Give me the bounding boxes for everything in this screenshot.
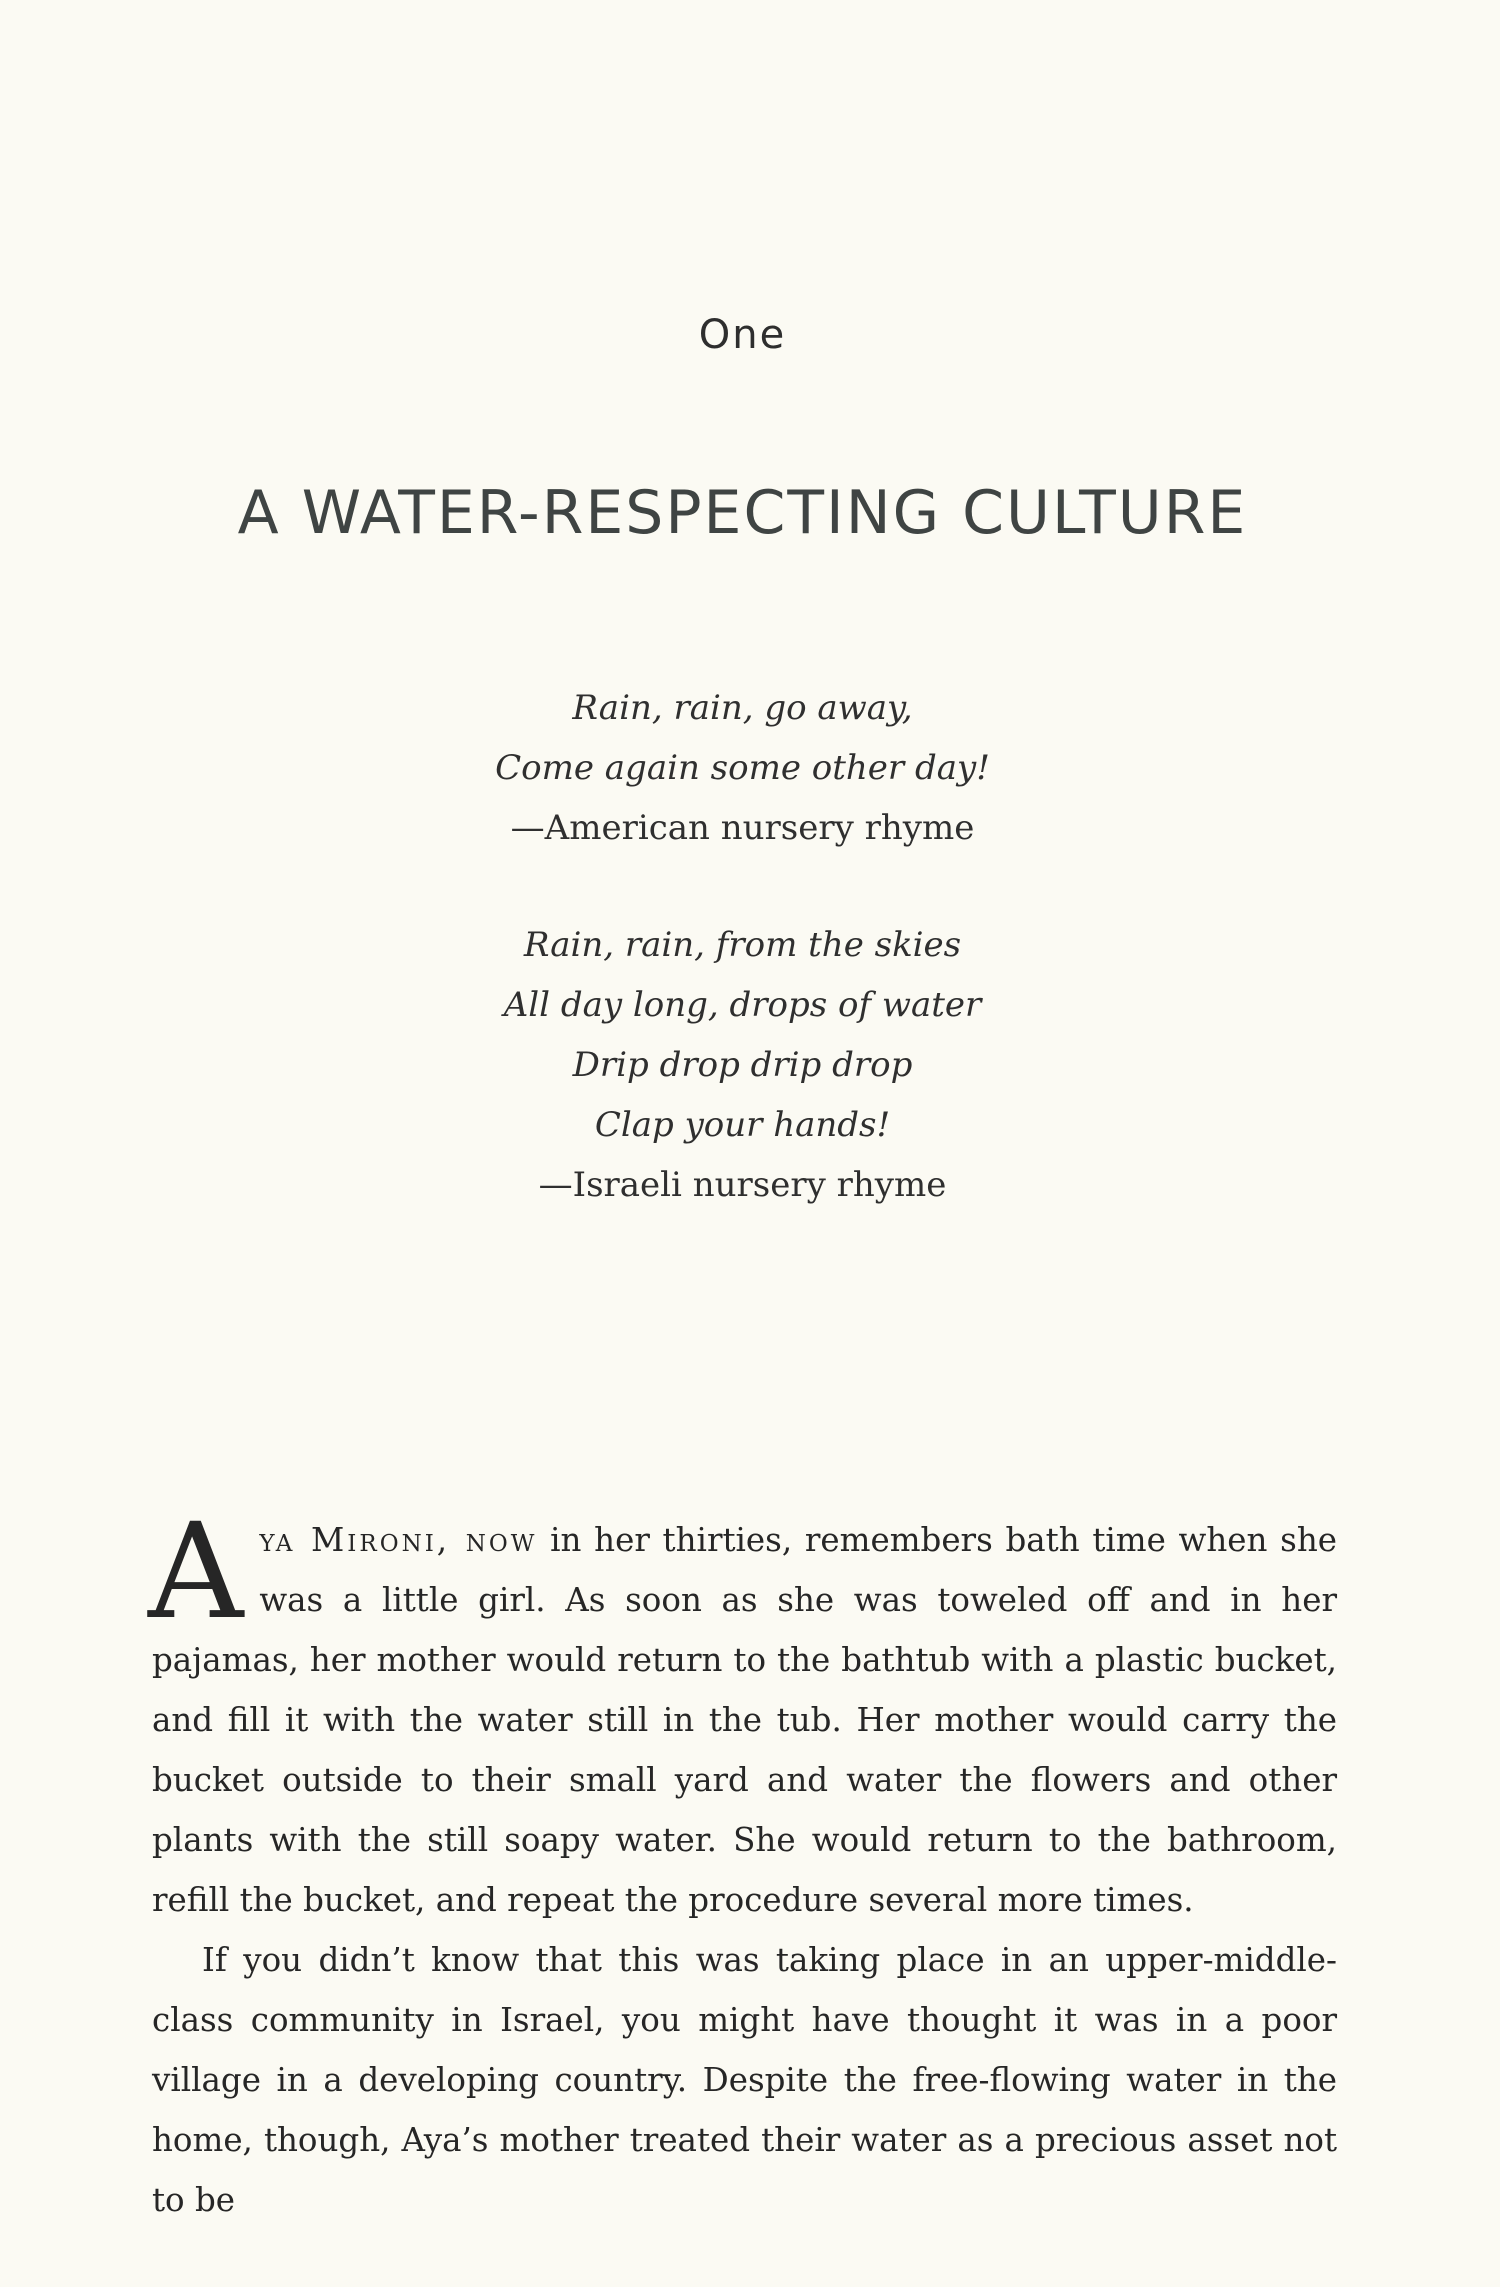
drop-cap: A	[148, 1495, 244, 1649]
epigraph-line: Clap your hands!	[594, 1105, 891, 1145]
epigraph-attribution: —Israeli nursery rhyme	[538, 1165, 947, 1205]
epigraph-israeli	[0, 915, 1485, 1215]
epigraph-american	[0, 678, 1485, 858]
epigraph-attribution: —American nursery rhyme	[510, 808, 975, 848]
body-paragraph	[148, 1495, 1337, 1930]
epigraph-line: Drip drop drip drop	[572, 1045, 913, 1085]
epigraph-line: Come again some other day!	[495, 748, 990, 788]
epigraph-line: Rain, rain, go away,	[572, 688, 913, 728]
epigraph-line: All day long, drops of water	[503, 985, 982, 1025]
small-caps-lead: ya Mironi, now	[259, 1521, 538, 1559]
epigraph-line: Rain, rain, from the skies	[523, 925, 962, 965]
chapter-number: One	[698, 312, 787, 358]
body-paragraph: If you didn’t know that this was taking place in an upper-middle-class community in Israel, you might have thought it was in a poor village in a developing country. Despite the free-flowing water in the home, though, Aya’s mother treated their water as a precious asset not to be	[152, 1941, 1337, 2219]
chapter-title: A WATER-RESPECTING CULTURE	[237, 478, 1248, 548]
paragraph-text: in her thirties, remembers bath time when she was a little girl. As soon as she was toweled off and in her pajamas, her mother would return to the bathtub with a plastic bucket, and fill it with the water still in the tub. Her mother would carry the bucket outside to their small yard and water the flowers and other plants with the still soapy water. She would return to the bathroom, refill the bucket, and repeat the procedure several more times.	[152, 1521, 1337, 1919]
